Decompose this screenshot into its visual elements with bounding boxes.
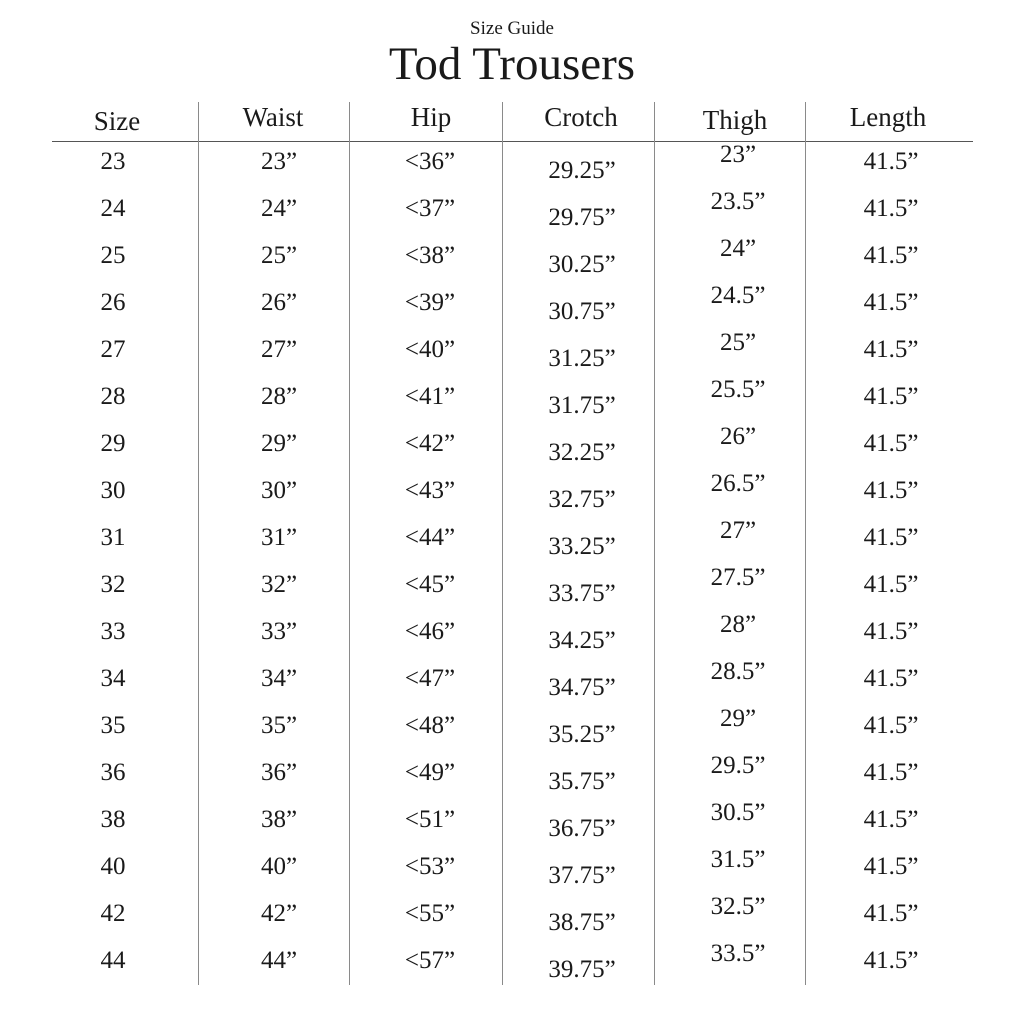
column-divider	[198, 102, 199, 985]
cell-length: 41.5”	[863, 336, 919, 363]
cell-thigh: 29.5”	[710, 752, 766, 779]
cell-waist: 33”	[260, 618, 298, 645]
cell-crotch: 39.75”	[548, 956, 616, 983]
cell-size: 26	[100, 289, 126, 316]
cell-size: 36	[100, 759, 126, 786]
cell-waist: 42”	[260, 900, 298, 927]
cell-hip: <49”	[404, 759, 456, 786]
cell-waist: 26”	[260, 289, 298, 316]
header-divider	[52, 141, 973, 142]
cell-crotch: 36.75”	[548, 815, 616, 842]
cell-size: 29	[100, 430, 126, 457]
cell-hip: <37”	[404, 195, 456, 222]
cell-size: 32	[100, 571, 126, 598]
cell-hip: <43”	[404, 477, 456, 504]
page-subtitle: Size Guide	[470, 18, 554, 39]
cell-crotch: 32.25”	[548, 439, 616, 466]
column-header-crotch: Crotch	[544, 102, 618, 132]
cell-size: 34	[100, 665, 126, 692]
cell-thigh: 27”	[719, 517, 757, 544]
cell-crotch: 37.75”	[548, 862, 616, 889]
cell-thigh: 28.5”	[710, 658, 766, 685]
cell-hip: <36”	[404, 148, 456, 175]
cell-crotch: 33.75”	[548, 580, 616, 607]
cell-hip: <57”	[404, 947, 456, 974]
cell-hip: <46”	[404, 618, 456, 645]
cell-hip: <39”	[404, 289, 456, 316]
cell-thigh: 23.5”	[710, 188, 766, 215]
cell-size: 33	[100, 618, 126, 645]
column-header-waist: Waist	[242, 102, 304, 132]
cell-size: 38	[100, 806, 126, 833]
cell-waist: 23”	[260, 148, 298, 175]
cell-size: 42	[100, 900, 126, 927]
cell-length: 41.5”	[863, 947, 919, 974]
cell-thigh: 29”	[719, 705, 757, 732]
cell-length: 41.5”	[863, 289, 919, 316]
cell-crotch: 35.75”	[548, 768, 616, 795]
cell-crotch: 34.75”	[548, 674, 616, 701]
cell-length: 41.5”	[863, 383, 919, 410]
column-header-length: Length	[849, 102, 927, 132]
cell-waist: 31”	[260, 524, 298, 551]
cell-length: 41.5”	[863, 712, 919, 739]
cell-length: 41.5”	[863, 665, 919, 692]
cell-length: 41.5”	[863, 195, 919, 222]
cell-crotch: 31.75”	[548, 392, 616, 419]
cell-thigh: 23”	[719, 141, 757, 168]
cell-crotch: 34.25”	[548, 627, 616, 654]
cell-length: 41.5”	[863, 477, 919, 504]
cell-crotch: 35.25”	[548, 721, 616, 748]
cell-length: 41.5”	[863, 571, 919, 598]
column-divider	[502, 102, 503, 985]
cell-waist: 38”	[260, 806, 298, 833]
cell-thigh: 26.5”	[710, 470, 766, 497]
cell-thigh: 31.5”	[710, 846, 766, 873]
cell-hip: <53”	[404, 853, 456, 880]
column-divider	[654, 102, 655, 985]
cell-size: 27	[100, 336, 126, 363]
cell-waist: 24”	[260, 195, 298, 222]
cell-crotch: 30.75”	[548, 298, 616, 325]
column-header-thigh: Thigh	[702, 105, 768, 135]
cell-length: 41.5”	[863, 806, 919, 833]
cell-length: 41.5”	[863, 900, 919, 927]
cell-length: 41.5”	[863, 430, 919, 457]
cell-waist: 27”	[260, 336, 298, 363]
cell-crotch: 31.25”	[548, 345, 616, 372]
cell-crotch: 29.25”	[548, 157, 616, 184]
cell-size: 30	[100, 477, 126, 504]
cell-thigh: 26”	[719, 423, 757, 450]
cell-thigh: 33.5”	[710, 940, 766, 967]
cell-length: 41.5”	[863, 618, 919, 645]
cell-waist: 25”	[260, 242, 298, 269]
cell-length: 41.5”	[863, 524, 919, 551]
cell-hip: <48”	[404, 712, 456, 739]
cell-size: 24	[100, 195, 126, 222]
cell-waist: 44”	[260, 947, 298, 974]
cell-hip: <47”	[404, 665, 456, 692]
cell-thigh: 27.5”	[710, 564, 766, 591]
cell-thigh: 28”	[719, 611, 757, 638]
cell-hip: <55”	[404, 900, 456, 927]
cell-crotch: 30.25”	[548, 251, 616, 278]
column-divider	[349, 102, 350, 985]
page-title: Tod Trousers	[388, 38, 636, 90]
cell-thigh: 30.5”	[710, 799, 766, 826]
cell-size: 40	[100, 853, 126, 880]
cell-waist: 28”	[260, 383, 298, 410]
column-header-hip: Hip	[410, 102, 452, 132]
cell-hip: <44”	[404, 524, 456, 551]
cell-waist: 36”	[260, 759, 298, 786]
column-header-size: Size	[93, 106, 141, 136]
cell-length: 41.5”	[863, 242, 919, 269]
cell-hip: <45”	[404, 571, 456, 598]
cell-size: 35	[100, 712, 126, 739]
cell-length: 41.5”	[863, 853, 919, 880]
cell-thigh: 25”	[719, 329, 757, 356]
cell-size: 23	[100, 148, 126, 175]
cell-thigh: 32.5”	[710, 893, 766, 920]
cell-waist: 29”	[260, 430, 298, 457]
cell-length: 41.5”	[863, 148, 919, 175]
cell-crotch: 33.25”	[548, 533, 616, 560]
cell-crotch: 29.75”	[548, 204, 616, 231]
cell-waist: 40”	[260, 853, 298, 880]
cell-hip: <41”	[404, 383, 456, 410]
cell-waist: 30”	[260, 477, 298, 504]
cell-crotch: 32.75”	[548, 486, 616, 513]
cell-waist: 35”	[260, 712, 298, 739]
cell-thigh: 24”	[719, 235, 757, 262]
cell-size: 44	[100, 947, 126, 974]
cell-thigh: 25.5”	[710, 376, 766, 403]
cell-size: 28	[100, 383, 126, 410]
cell-size: 25	[100, 242, 126, 269]
cell-hip: <42”	[404, 430, 456, 457]
cell-hip: <40”	[404, 336, 456, 363]
cell-length: 41.5”	[863, 759, 919, 786]
cell-waist: 34”	[260, 665, 298, 692]
cell-hip: <51”	[404, 806, 456, 833]
cell-crotch: 38.75”	[548, 909, 616, 936]
cell-hip: <38”	[404, 242, 456, 269]
cell-thigh: 24.5”	[710, 282, 766, 309]
cell-size: 31	[100, 524, 126, 551]
cell-waist: 32”	[260, 571, 298, 598]
